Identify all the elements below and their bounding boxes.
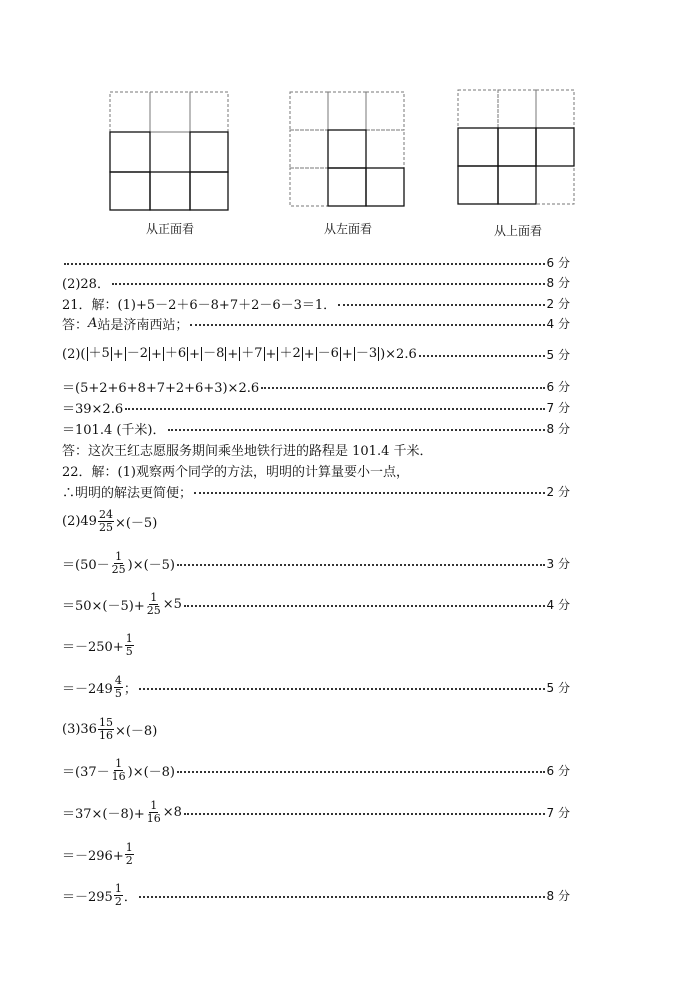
solution-line-20 — [62, 878, 570, 912]
line-text: 答：这次王红志愿服务期间乘坐地铁行进的路程是 101.4 千米． — [62, 443, 433, 459]
expr-prefix: ＝(50－ — [62, 557, 110, 573]
leader-dots — [177, 771, 545, 773]
score-label: 6 分 — [546, 379, 570, 394]
numerator: 1 — [150, 590, 158, 604]
leader-dots — [177, 564, 545, 566]
solution-line-13 — [62, 587, 570, 621]
fraction — [125, 633, 134, 658]
left-view-figure — [288, 90, 408, 240]
fraction — [114, 675, 123, 700]
solution-line-3 — [62, 314, 570, 332]
expr-suffix: ． — [123, 889, 137, 905]
expr-prefix: ＝－295 — [62, 889, 113, 905]
line-text — [62, 314, 188, 333]
expr-suffix: )×(－5) — [127, 557, 176, 573]
line-text: 22．解：(1)观察两个同学的方法，明明的计算量要小一点， — [62, 464, 409, 480]
fraction — [114, 883, 123, 908]
score-label: 8 分 — [546, 275, 570, 290]
leader-dots — [338, 304, 544, 306]
score-label: 5 分 — [546, 347, 570, 362]
score-label: 8 分 — [546, 888, 570, 903]
line-text — [62, 675, 137, 700]
expr-suffix: )×(－8) — [127, 764, 176, 780]
expr-suffix: ×5 — [162, 596, 182, 612]
solution-line-14 — [62, 628, 570, 662]
expr-prefix: (3)36 — [62, 721, 97, 737]
fraction — [98, 509, 114, 534]
expr-prefix: ＝－250+ — [62, 639, 124, 655]
answer-suffix: 站是济南西站； — [97, 317, 189, 333]
plus-sign: + — [341, 346, 353, 362]
numerator: 1 — [115, 549, 123, 563]
denominator: 2 — [114, 894, 122, 908]
expr-suffix: ×(－5) — [114, 515, 158, 531]
leader-dots — [419, 355, 545, 357]
score-label: 4 分 — [546, 316, 570, 331]
denominator: 16 — [146, 811, 161, 825]
expr-suffix: )×2.6 — [380, 346, 417, 362]
expr-suffix: ； — [123, 681, 137, 697]
leader-dots — [112, 283, 545, 285]
plus-sign: + — [265, 346, 277, 362]
solution-line-16 — [62, 712, 570, 746]
line-text — [62, 633, 135, 658]
score-label: 7 分 — [546, 805, 570, 820]
plus-sign: + — [150, 346, 162, 362]
denominator: 25 — [111, 562, 126, 576]
line-text: ＝(5+2+6+8+7+2+6+3)×2.6 — [62, 380, 260, 396]
denominator: 16 — [111, 769, 126, 783]
solution-line-2 — [62, 294, 570, 312]
fraction — [125, 842, 134, 867]
numerator: 1 — [125, 840, 133, 854]
denominator: 5 — [125, 644, 133, 658]
front-view-caption: 从正面看 — [145, 222, 194, 236]
denominator: 16 — [98, 728, 113, 742]
expr-prefix: ＝－296+ — [62, 848, 124, 864]
abs-term: －2 — [126, 346, 148, 361]
expr-prefix: ＝(37－ — [62, 764, 110, 780]
front-view-figure — [108, 90, 232, 240]
fraction — [111, 758, 127, 783]
solution-line-0 — [62, 253, 570, 271]
line-text — [62, 347, 417, 362]
line-text — [62, 883, 137, 908]
score-label: 5 分 — [546, 680, 570, 695]
plus-sign: + — [189, 346, 201, 362]
numerator: 1 — [115, 756, 123, 770]
leader-dots — [139, 688, 545, 690]
left-view-caption: 从左面看 — [323, 222, 372, 236]
score-label: 7 分 — [546, 400, 570, 415]
solution-line-7 — [62, 419, 570, 437]
line-text — [62, 551, 175, 576]
numerator: 15 — [98, 715, 113, 729]
leader-dots — [184, 813, 545, 815]
expr-suffix: ×8 — [162, 804, 182, 820]
numerator: 4 — [114, 673, 122, 687]
expr-suffix: ×(－8) — [114, 723, 158, 739]
left-view-grid — [288, 90, 408, 210]
line-text — [62, 842, 135, 867]
abs-term: －6 — [317, 346, 339, 361]
abs-term: ＋6 — [164, 346, 187, 361]
line-text — [62, 717, 157, 742]
score-label: 6 分 — [546, 255, 570, 270]
score-label: 8 分 — [546, 421, 570, 436]
fraction — [146, 800, 162, 825]
fraction — [111, 551, 127, 576]
expr-prefix: (2)( — [62, 346, 86, 362]
numerator: 24 — [98, 507, 113, 521]
expr-prefix: (2)49 — [62, 513, 97, 529]
numerator: 1 — [150, 798, 158, 812]
solution-line-11 — [62, 504, 570, 538]
score-label: 2 分 — [546, 296, 570, 311]
line-text: ∴明明的解法更简便； — [62, 485, 193, 501]
front-view-grid — [108, 90, 232, 214]
plus-sign: + — [227, 346, 239, 362]
answer-prefix: 答： — [62, 317, 89, 333]
plus-sign: + — [303, 346, 315, 362]
denominator: 25 — [146, 603, 161, 617]
plus-sign: + — [112, 346, 124, 362]
solution-line-9 — [62, 461, 570, 479]
expr-prefix: ＝－249 — [62, 681, 113, 697]
solution-line-10 — [62, 482, 570, 500]
abs-term: －3 — [355, 346, 378, 361]
line-text: ＝101.4 (千米)． — [62, 422, 166, 438]
leader-dots — [168, 429, 545, 431]
line-text — [62, 758, 175, 783]
score-label: 4 分 — [546, 597, 570, 612]
denominator: 25 — [98, 520, 113, 534]
expr-prefix: ＝37×(－8)+ — [62, 806, 145, 822]
leader-dots — [194, 492, 545, 494]
station-variable: A — [88, 315, 98, 331]
solution-line-19 — [62, 837, 570, 871]
numerator: 1 — [125, 631, 133, 645]
fraction — [98, 717, 114, 742]
solution-line-8 — [62, 440, 570, 458]
solution-line-4 — [62, 345, 570, 363]
solution-line-12 — [62, 546, 570, 580]
leader-dots — [125, 408, 544, 410]
abs-term: ＋7 — [241, 346, 263, 361]
top-view-grid — [456, 88, 580, 210]
score-label: 6 分 — [546, 763, 570, 778]
abs-term: －8 — [203, 346, 225, 361]
top-view-figure — [456, 88, 580, 240]
top-view-caption: 从上面看 — [493, 224, 542, 238]
solution-line-17 — [62, 753, 570, 787]
line-text: 21．解：(1)+5－2＋6－8+7＋2－6－3＝1． — [62, 297, 337, 313]
score-label: 2 分 — [546, 484, 570, 499]
line-text — [62, 592, 182, 617]
solution-line-15 — [62, 670, 570, 704]
line-text — [62, 509, 157, 534]
leader-dots — [184, 605, 545, 607]
line-text — [62, 800, 182, 825]
denominator: 5 — [114, 686, 122, 700]
expr-prefix: ＝50×(－5)+ — [62, 598, 145, 614]
denominator: 2 — [125, 853, 133, 867]
leader-dots — [261, 387, 544, 389]
numerator: 1 — [114, 881, 122, 895]
line-text: (2)28． — [62, 276, 110, 292]
abs-term: ＋5 — [88, 346, 110, 361]
abs-term: ＋2 — [279, 346, 301, 361]
fraction — [146, 592, 162, 617]
score-label: 3 分 — [546, 556, 570, 571]
leader-dots — [64, 263, 545, 265]
solution-line-6 — [62, 398, 570, 416]
solution-line-1 — [62, 273, 570, 291]
leader-dots — [190, 324, 544, 326]
solution-line-18 — [62, 795, 570, 829]
line-text: ＝39×2.6 — [62, 401, 124, 417]
leader-dots — [139, 896, 545, 898]
solution-line-5 — [62, 377, 570, 395]
